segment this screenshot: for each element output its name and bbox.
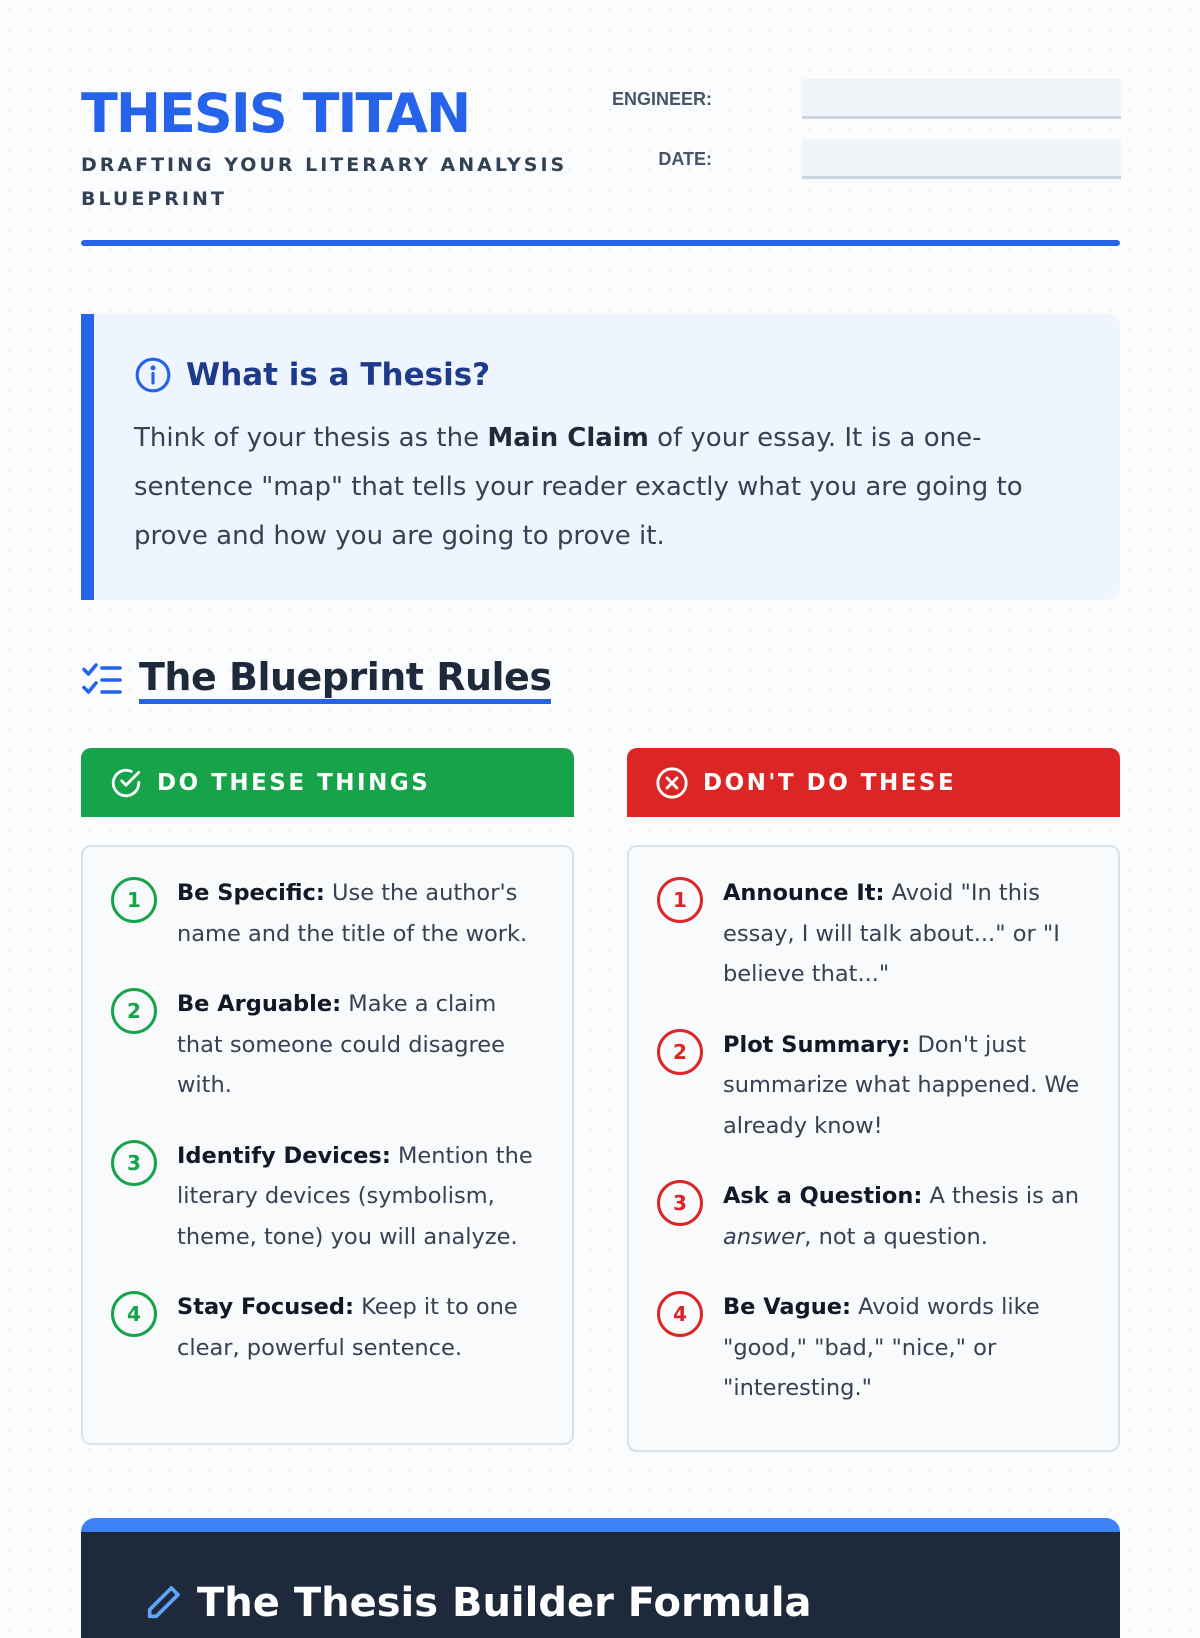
number-badge: 4	[111, 1291, 157, 1337]
do-column	[81, 748, 574, 1445]
list-item	[111, 1136, 542, 1258]
dont-column	[627, 748, 1120, 1452]
number-badge: 2	[111, 988, 157, 1034]
list-item	[657, 1176, 1088, 1257]
list-item	[111, 1287, 542, 1368]
header-divider	[81, 240, 1120, 246]
list-item-text: Be Vague: Avoid words like "good," "bad," "nice," or "interesting."	[723, 1294, 1040, 1401]
page-title: THESIS TITAN	[81, 82, 470, 145]
list-item	[657, 1025, 1088, 1147]
list-item	[111, 873, 542, 954]
check-circle-icon	[109, 766, 143, 800]
date-field[interactable]	[802, 139, 1121, 179]
list-item-text: Be Specific: Use the author's name and the title of the work.	[177, 880, 528, 947]
number-badge: 2	[657, 1029, 703, 1075]
header	[81, 0, 1120, 248]
list-item-text: Announce It: Avoid "In this essay, I will talk about..." or "I believe that..."	[723, 880, 1060, 987]
thesis-definition-box	[81, 314, 1120, 600]
dont-header	[627, 748, 1120, 817]
main-claim-emphasis: Main Claim	[487, 423, 649, 453]
engineer-label: ENGINEER:	[611, 89, 712, 109]
list-item-text: Be Arguable: Make a claim that someone could disagree with.	[177, 991, 505, 1098]
thesis-builder-section	[81, 1518, 1120, 1638]
builder-header	[143, 1580, 812, 1626]
list-item	[657, 1287, 1088, 1409]
number-badge: 3	[657, 1180, 703, 1226]
number-badge: 1	[111, 877, 157, 923]
dont-list	[627, 845, 1120, 1452]
number-badge: 4	[657, 1291, 703, 1337]
do-list	[81, 845, 574, 1445]
do-header-label: DO THESE THINGS	[157, 769, 431, 796]
number-badge: 3	[111, 1140, 157, 1186]
engineer-field[interactable]	[802, 79, 1121, 119]
dont-header-label: DON'T DO THESE	[703, 769, 957, 796]
list-item	[111, 984, 542, 1106]
do-header	[81, 748, 574, 817]
number-badge: 1	[657, 877, 703, 923]
pencil-icon	[143, 1583, 183, 1623]
list-item-text: Plot Summary: Don't just summarize what happened. We already know!	[723, 1031, 1080, 1139]
x-circle-icon	[655, 766, 689, 800]
info-header	[134, 356, 490, 394]
date-label: DATE:	[658, 149, 712, 169]
rules-title: The Blueprint Rules	[139, 655, 551, 704]
worksheet-page	[81, 0, 1120, 1626]
info-circle-icon	[134, 356, 172, 394]
list-item	[657, 873, 1088, 995]
list-item-text: Identify Devices: Mention the literary devices (symbolism, theme, tone) you will analyze.	[177, 1142, 533, 1250]
checklist-icon	[81, 662, 123, 698]
info-text: Think of your thesis as the Main Claim of your essay. It is a one-sentence "map" that tells your reader exactly what you are going to prove and how you are going to prove it.	[134, 423, 1023, 551]
builder-title: The Thesis Builder Formula	[197, 1580, 812, 1626]
page-subtitle: DRAFTING YOUR LITERARY ANALYSIS BLUEPRINT	[81, 154, 568, 210]
rules-heading	[81, 655, 551, 704]
list-item-text: Stay Focused: Keep it to one clear, powerful sentence.	[177, 1294, 518, 1361]
list-item-text: Ask a Question: A thesis is an answer, not a question.	[723, 1183, 1080, 1250]
info-title: What is a Thesis?	[186, 357, 491, 393]
